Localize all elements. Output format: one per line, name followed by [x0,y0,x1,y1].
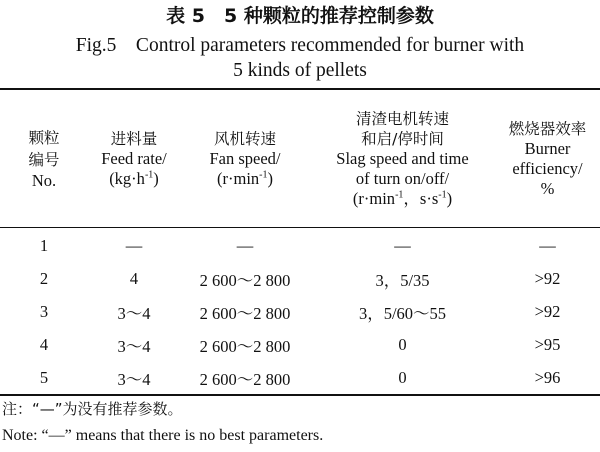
header-slag-en-line2: of turn on/off/ [355,168,450,188]
table-note-en: Note: “—” means that there is no best parameters. [2,427,324,444]
header-slag-en-line1: Slag speed and time [336,148,469,168]
header-rule [0,227,600,228]
cell-no: 1 [39,235,49,255]
cell-eff: >95 [534,334,561,354]
header-eff-en-line2: efficiency/ [512,158,583,178]
header-eff [495,90,600,227]
header-eff-cn: 燃烧器效率 [508,119,587,138]
cell-no: 2 [39,268,49,288]
header-no [0,90,88,227]
cell-eff: >92 [534,301,561,321]
header-no-cn: 颗粒编号 [28,128,60,169]
header-eff-en-line3: % [540,178,555,198]
table-note-cn: 注：“—”为没有推荐参数。 [2,400,183,418]
cell-slag: 0 [398,334,407,354]
header-feed-en: Feed rate/ [101,148,167,168]
cell-no: 3 [39,301,49,321]
header-no-en: No. [31,170,57,190]
table-title-cn: 表 5 5 种颗粒的推荐控制参数 [166,5,434,27]
header-fan-en: Fan speed/ [209,148,281,168]
cell-eff: — [539,235,556,255]
header-eff-en-line1: Burner [524,138,571,158]
header-fan-unit: $(r\cdot\min^{-1})$ [217,168,273,188]
cell-slag: 3，5/35 [375,270,430,290]
cell-eff: >96 [534,367,561,387]
header-feed-cn: 进料量 [110,129,158,148]
cell-no: 5 [39,367,49,387]
cell-feed: 3～4 [117,303,151,323]
cell-feed: 3～4 [117,336,151,356]
bottom-rule [0,394,600,396]
header-fan [180,90,310,227]
cell-feed: 3～4 [117,369,151,389]
header-slag-cn-line1: 清渣电机转速 [355,109,449,128]
table-title-en-line2: 5 kinds of pellets [233,60,367,81]
cell-fan: 2 600～2 800 [199,303,291,323]
header-slag-unit: ($r\cdot\min^{-1}$，$s\cdot s^{-1}$) [352,188,453,208]
cell-fan: 2 600～2 800 [199,336,291,356]
cell-fan: 2 600～2 800 [199,369,291,389]
header-fan-cn: 风机转速 [213,129,276,148]
table-title-en-line1: Fig.5 Control parameters recommended for burner with [75,35,525,56]
cell-slag: 3，5/60～55 [358,303,447,323]
header-feed [88,90,180,227]
cell-eff: >92 [534,268,561,288]
cell-feed: — [125,235,143,255]
cell-fan: 2 600～2 800 [199,270,291,290]
table-title-en [0,33,600,83]
cell-slag: — [394,235,411,255]
cell-feed: 4 [129,268,139,288]
cell-slag: 0 [398,367,407,387]
cell-fan: — [236,235,254,255]
cell-no: 4 [39,334,49,354]
header-slag [310,90,495,227]
header-feed-unit: $(kg\cdot h^{-1})$ [109,168,159,188]
header-slag-cn-line2: 和启/停时间 [361,129,444,148]
